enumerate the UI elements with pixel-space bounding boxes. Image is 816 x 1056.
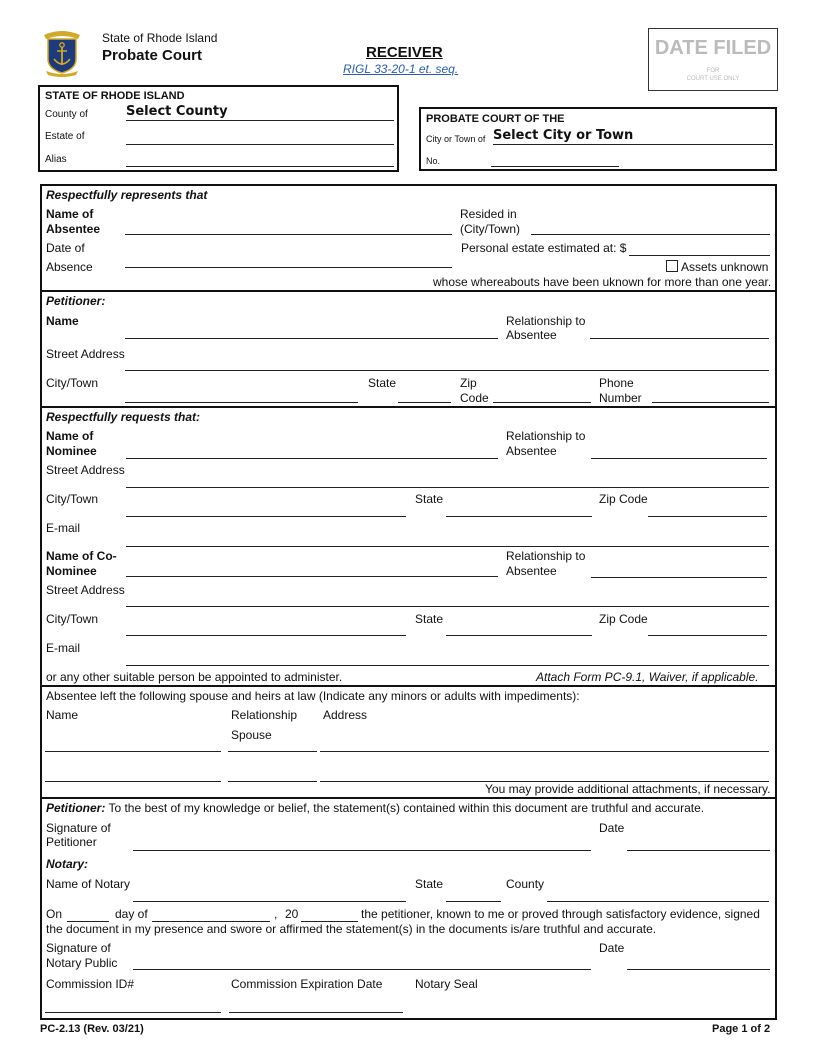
conominee-street-input[interactable]: [126, 591, 769, 607]
petitioner-date-input[interactable]: [627, 835, 770, 851]
conominee-label-2: Nominee: [46, 564, 97, 578]
resided-label-1: Resided in: [460, 207, 517, 221]
day-of-label: day of: [115, 907, 148, 921]
notary-county-input[interactable]: [547, 886, 769, 902]
city-select[interactable]: Select City or Town: [493, 128, 773, 145]
divider: [40, 290, 777, 292]
court-use-line2: COURT USE ONLY: [686, 76, 740, 82]
heirs-col-name: Name: [46, 708, 79, 722]
nominee-zip-label: Zip Code: [599, 492, 648, 506]
notary-state-input[interactable]: [446, 886, 501, 902]
heir2-name-input[interactable]: [45, 766, 221, 782]
county-select[interactable]: Select County: [126, 104, 394, 121]
petitioner-attestation-label: Petitioner:: [46, 801, 106, 815]
conominee-relationship-input[interactable]: [591, 562, 767, 578]
heir2-address-input[interactable]: [320, 766, 769, 782]
notary-year-input[interactable]: [301, 906, 358, 922]
on-label: On: [46, 907, 63, 921]
statute-link[interactable]: RIGL 33-20-1 et. seq.: [343, 62, 459, 76]
county-label: County of: [45, 109, 88, 120]
petitioner-signature-label-2: Petitioner: [46, 835, 97, 849]
notary-signature-label-1: Signature of: [46, 941, 111, 955]
alias-label: Alias: [45, 154, 67, 165]
notary-day-input[interactable]: [67, 906, 109, 922]
petitioner-zip-input[interactable]: [493, 387, 591, 403]
form-number: PC-2.13 (Rev. 03/21): [40, 1023, 144, 1035]
divider: [40, 797, 777, 799]
nominee-relationship-1: Relationship to: [506, 429, 586, 443]
nominee-relationship-input[interactable]: [591, 443, 767, 459]
resided-label-2: (City/Town): [460, 222, 521, 236]
conominee-relationship-1: Relationship to: [506, 549, 586, 563]
heirs-col-relationship: Relationship: [231, 708, 298, 722]
sworn-text-2: the document in my presence and swore or affirmed the statement(s) in the documents is/are truthful and accurate.: [46, 922, 657, 936]
petitioner-signature-label-1: Signature of: [46, 821, 111, 835]
date-absence-label-1: Date of: [46, 241, 85, 255]
petitioner-relationship-1: Relationship to: [506, 314, 586, 328]
sworn-text-1: the petitioner, known to me or proved through satisfactory evidence, signed: [361, 907, 760, 921]
petitioner-street-label: Street Address: [46, 347, 125, 361]
nominee-label-1: Name of: [46, 429, 94, 443]
heir1-address-input[interactable]: [320, 736, 769, 752]
nominee-street-input[interactable]: [126, 472, 769, 488]
conominee-state-input[interactable]: [446, 620, 592, 636]
petitioner-state-input[interactable]: [398, 387, 451, 403]
state-name: State of Rhode Island: [102, 31, 218, 45]
city-label: City or Town of: [426, 134, 486, 144]
no-label: No.: [426, 156, 441, 166]
comma-label: ,: [274, 907, 278, 921]
petitioner-city-input[interactable]: [125, 387, 358, 403]
probate-court-box: [419, 107, 777, 171]
date-filed-box: [648, 28, 778, 91]
case-number-input[interactable]: [491, 151, 619, 167]
petitioner-state-label: State: [368, 376, 397, 390]
notary-signature-input[interactable]: [133, 954, 591, 970]
petitioner-zip-2: Code: [460, 391, 489, 405]
divider: [40, 406, 777, 408]
nominee-state-input[interactable]: [446, 501, 592, 517]
attach-waiver-note: Attach Form PC-9.1, Waiver, if applicable.: [536, 670, 759, 684]
conominee-street-label: Street Address: [46, 583, 125, 597]
conominee-name-input[interactable]: [126, 561, 498, 577]
nominee-email-label: E-mail: [46, 521, 81, 535]
conominee-email-input[interactable]: [126, 650, 769, 666]
absentee-name-input[interactable]: [125, 219, 452, 235]
notary-date-input[interactable]: [627, 954, 770, 970]
notary-month-input[interactable]: [152, 906, 270, 922]
estate-estimate-input[interactable]: [629, 240, 770, 256]
petitioner-attestation: [46, 801, 704, 815]
notary-heading: Notary:: [46, 857, 89, 871]
notary-date-label: Date: [599, 941, 625, 955]
assets-unknown-label: Assets unknown: [681, 260, 769, 274]
estate-label: Estate of: [45, 131, 85, 142]
commission-id-label: Commission ID#: [46, 977, 135, 991]
notary-name-label: Name of Notary: [46, 877, 131, 891]
alias-input[interactable]: [126, 151, 394, 167]
nominee-state-label: State: [415, 492, 444, 506]
commission-exp-label: Commission Expiration Date: [231, 977, 383, 991]
commission-id-input[interactable]: [45, 997, 221, 1013]
nominee-email-input[interactable]: [126, 531, 769, 547]
notary-county-label: County: [506, 877, 545, 891]
petitioner-name-label: Name: [46, 314, 79, 328]
date-absence-label-2: Absence: [46, 260, 93, 274]
represents-heading: Respectfully represents that: [46, 188, 208, 202]
nominee-zip-input[interactable]: [648, 501, 767, 517]
court-use-line1: FOR: [706, 68, 720, 74]
heir1-name-input[interactable]: [45, 736, 221, 752]
nominee-city-input[interactable]: [126, 501, 406, 517]
conominee-state-label: State: [415, 612, 444, 626]
petitioner-relationship-input[interactable]: [590, 323, 769, 339]
nominee-label-2: Nominee: [46, 444, 97, 458]
heirs-intro: Absentee left the following spouse and heirs at law (Indicate any minors or adults with impediments):: [46, 689, 580, 703]
absentee-name-label-1: Name of: [46, 207, 94, 221]
conominee-email-label: E-mail: [46, 641, 81, 655]
year-prefix-label: 20: [285, 907, 299, 921]
conominee-relationship-2: Absentee: [506, 564, 557, 578]
probate-heading: PROBATE COURT OF THE: [426, 113, 565, 125]
other-person-text: or any other suitable person be appointed to administer.: [46, 670, 343, 684]
nominee-city-label: City/Town: [46, 492, 99, 506]
commission-exp-input[interactable]: [229, 997, 403, 1013]
form-title: RECEIVER: [366, 44, 443, 61]
heir2-relationship-input[interactable]: [228, 766, 317, 782]
conominee-city-label: City/Town: [46, 612, 99, 626]
notary-state-label: State: [415, 877, 444, 891]
state-heading: STATE OF RHODE ISLAND: [45, 90, 185, 102]
petitioner-signature-input[interactable]: [133, 835, 591, 851]
nominee-name-input[interactable]: [126, 443, 498, 459]
petitioner-date-label: Date: [599, 821, 625, 835]
petitioner-zip-1: Zip: [460, 376, 477, 390]
petitioner-heading: Petitioner:: [46, 294, 106, 308]
notary-signature-label-2: Notary Public: [46, 956, 118, 970]
petitioner-phone-input[interactable]: [652, 387, 769, 403]
conominee-label-1: Name of Co-: [46, 549, 117, 563]
divider: [40, 685, 777, 687]
petitioner-relationship-2: Absentee: [506, 328, 557, 342]
petitioner-phone-2: Number: [599, 391, 642, 405]
heir1-relationship-input[interactable]: [228, 736, 317, 752]
assets-unknown-checkbox[interactable]: [666, 260, 678, 272]
conominee-zip-label: Zip Code: [599, 612, 648, 626]
date-absence-input[interactable]: [125, 252, 452, 268]
heirs-row1-relationship: Spouse: [231, 728, 272, 742]
petitioner-city-label: City/Town: [46, 376, 99, 390]
notary-seal-label: Notary Seal: [415, 977, 478, 991]
state-county-box: [38, 85, 399, 172]
requests-heading: Respectfully requests that:: [46, 410, 201, 424]
page-number: Page 1 of 2: [712, 1023, 771, 1035]
court-name: Probate Court: [102, 47, 203, 64]
petitioner-name-input[interactable]: [125, 323, 498, 339]
notary-name-input[interactable]: [133, 886, 406, 902]
petitioner-attestation-text: To the best of my knowledge or belief, the statement(s) contained within this document are truthful and accurate.: [105, 801, 705, 815]
heirs-col-address: Address: [323, 708, 368, 722]
resided-input[interactable]: [531, 219, 770, 235]
estate-estimate-label: Personal estate estimated at: $: [461, 241, 627, 255]
petitioner-phone-1: Phone: [599, 376, 634, 390]
nominee-street-label: Street Address: [46, 463, 125, 477]
estate-input[interactable]: [126, 129, 394, 145]
whereabouts-text: whose whereabouts have been uknown for more than one year.: [433, 275, 772, 289]
rhode-island-seal-icon: [40, 27, 84, 77]
conominee-zip-input[interactable]: [648, 620, 767, 636]
petitioner-street-input[interactable]: [125, 355, 769, 371]
absentee-name-label-2: Absentee: [46, 222, 101, 236]
attachments-note: You may provide additional attachments, if necessary.: [485, 782, 771, 796]
date-filed-label: DATE FILED: [654, 37, 772, 59]
conominee-city-input[interactable]: [126, 620, 406, 636]
nominee-relationship-2: Absentee: [506, 444, 557, 458]
